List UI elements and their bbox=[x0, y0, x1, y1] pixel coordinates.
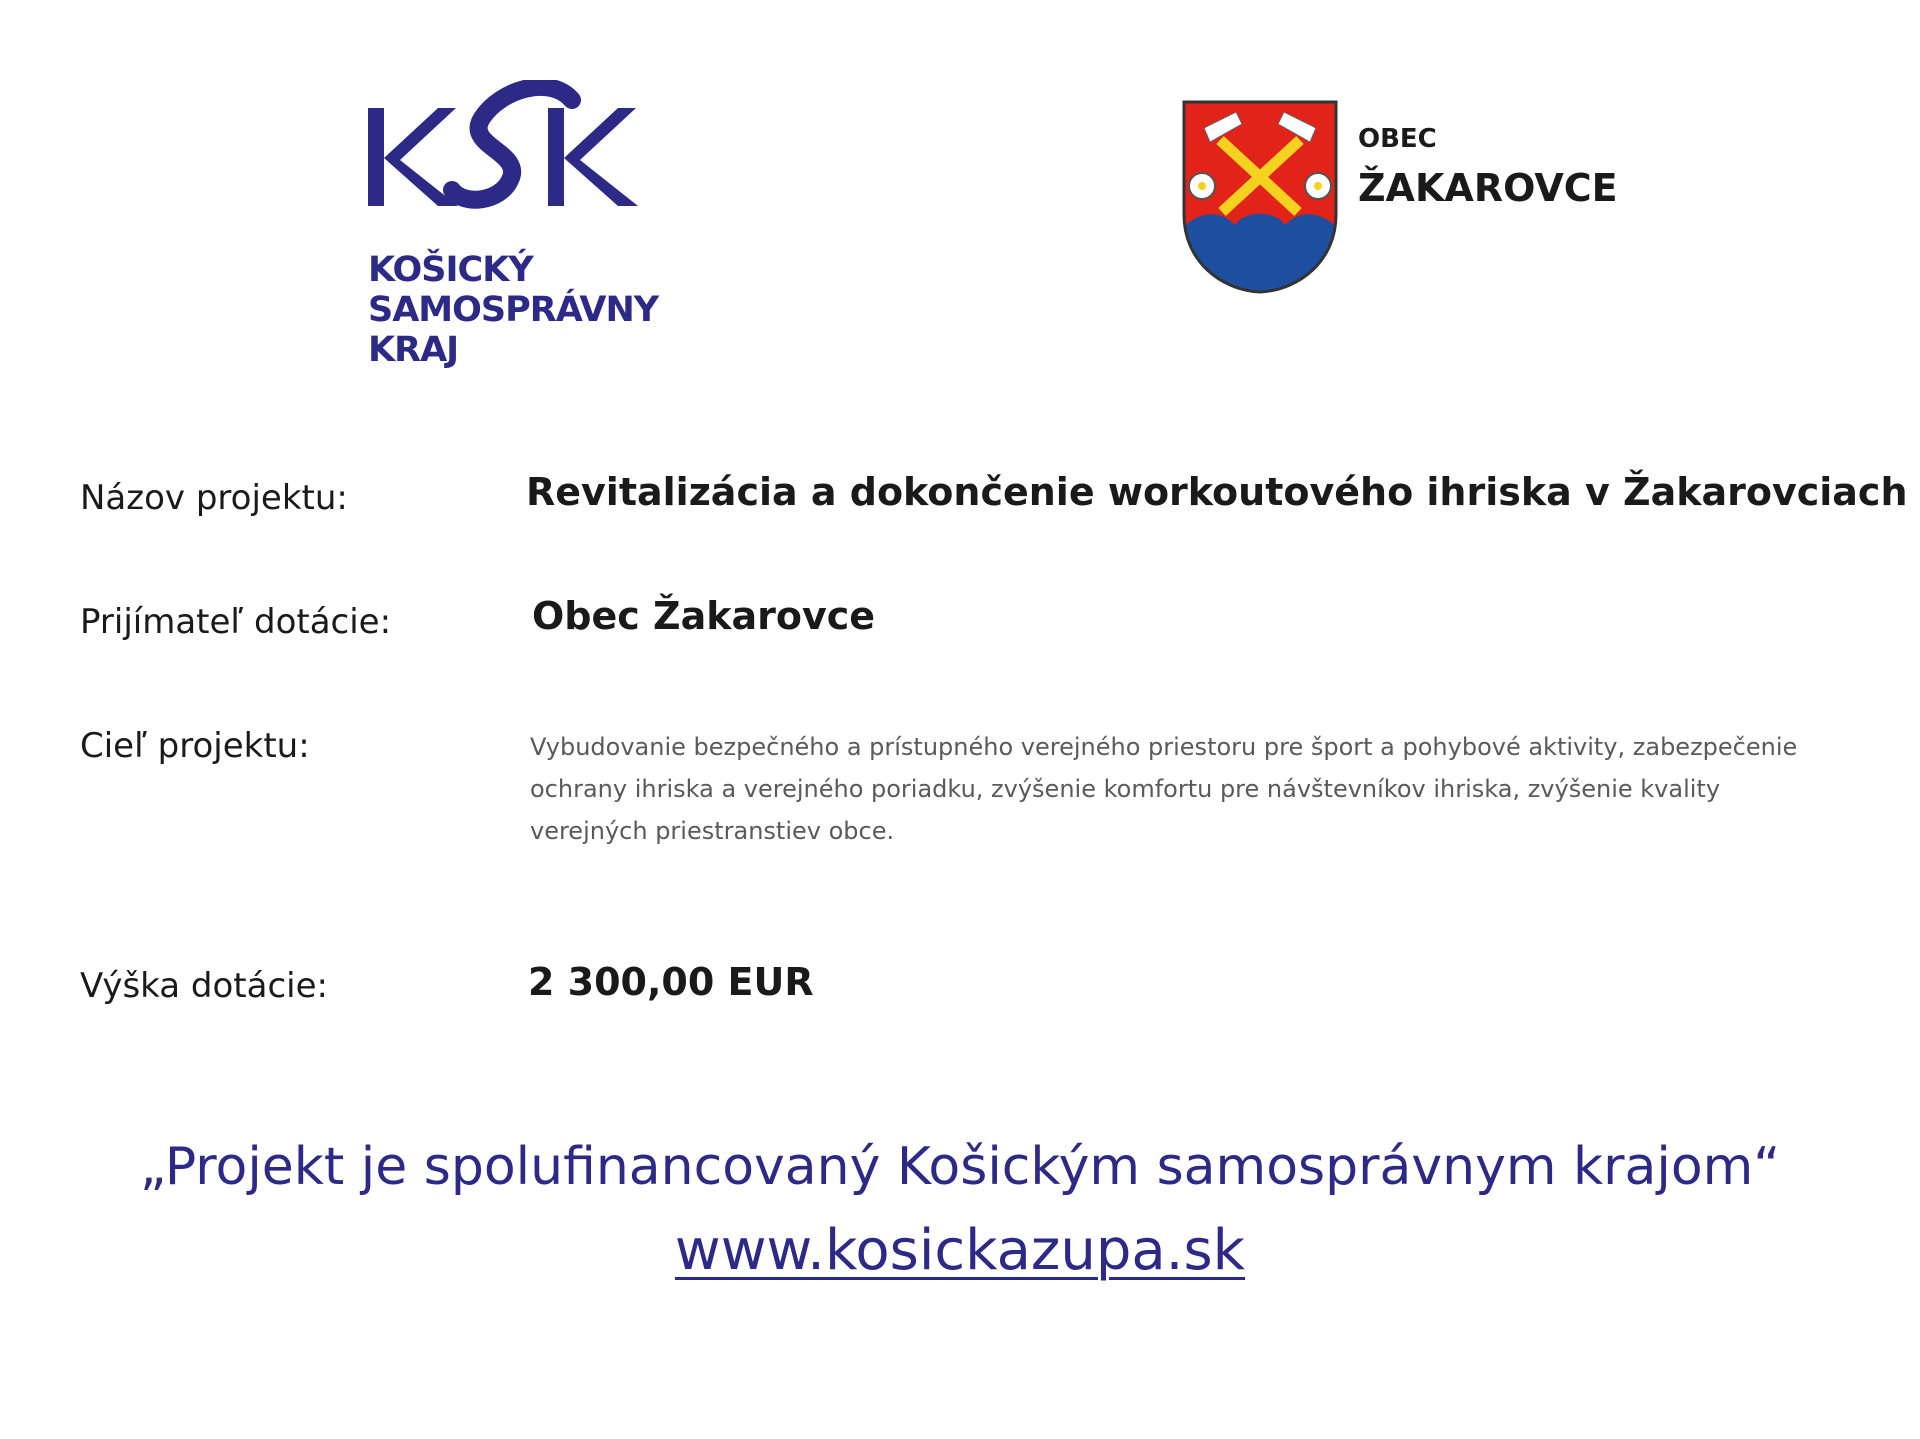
ksk-line-1: KOŠICKÝ bbox=[368, 250, 533, 290]
ksk-logo-mark-icon bbox=[360, 80, 650, 240]
ksk-line-2: SAMOSPRÁVNY bbox=[368, 290, 659, 330]
cofinancing-statement: „Projekt je spolufinancovaný Košickým samosprávnym krajom“ bbox=[139, 1137, 1781, 1197]
coat-of-arms bbox=[1180, 100, 1340, 295]
goal-value: Vybudovanie bezpečného a prístupného verejného priestoru pre šport a pohybové aktivity, zabezpečenie ochrany ihriska a verejného poriadku, zvýšenie komfortu pre návštevníkov ihriska, zvýšenie kvality verejných priestranstiev obce. bbox=[530, 733, 1798, 845]
amount-value: 2 300,00 EUR bbox=[528, 960, 814, 1004]
project-name-label: Názov projektu: bbox=[80, 478, 348, 518]
obec-name: ŽAKAROVCE bbox=[1358, 166, 1618, 210]
ksk-logo-text bbox=[368, 250, 658, 370]
website-link[interactable]: www.kosickazupa.sk bbox=[674, 1218, 1246, 1283]
goal-label: Cieľ projektu: bbox=[80, 726, 310, 766]
ksk-line-3: KRAJ bbox=[368, 330, 459, 370]
amount-label: Výška dotácie: bbox=[80, 966, 328, 1006]
obec-logo-text bbox=[1358, 124, 1618, 212]
footer bbox=[0, 1125, 1920, 1293]
recipient-value: Obec Žakarovce bbox=[532, 594, 876, 638]
coat-of-arms-icon bbox=[1180, 100, 1340, 295]
project-name-value: Revitalizácia a dokončenie workoutového ihriska v Žakarovciach bbox=[526, 470, 1908, 514]
recipient-label: Prijímateľ dotácie: bbox=[80, 602, 392, 642]
obec-label: OBEC bbox=[1358, 124, 1437, 154]
